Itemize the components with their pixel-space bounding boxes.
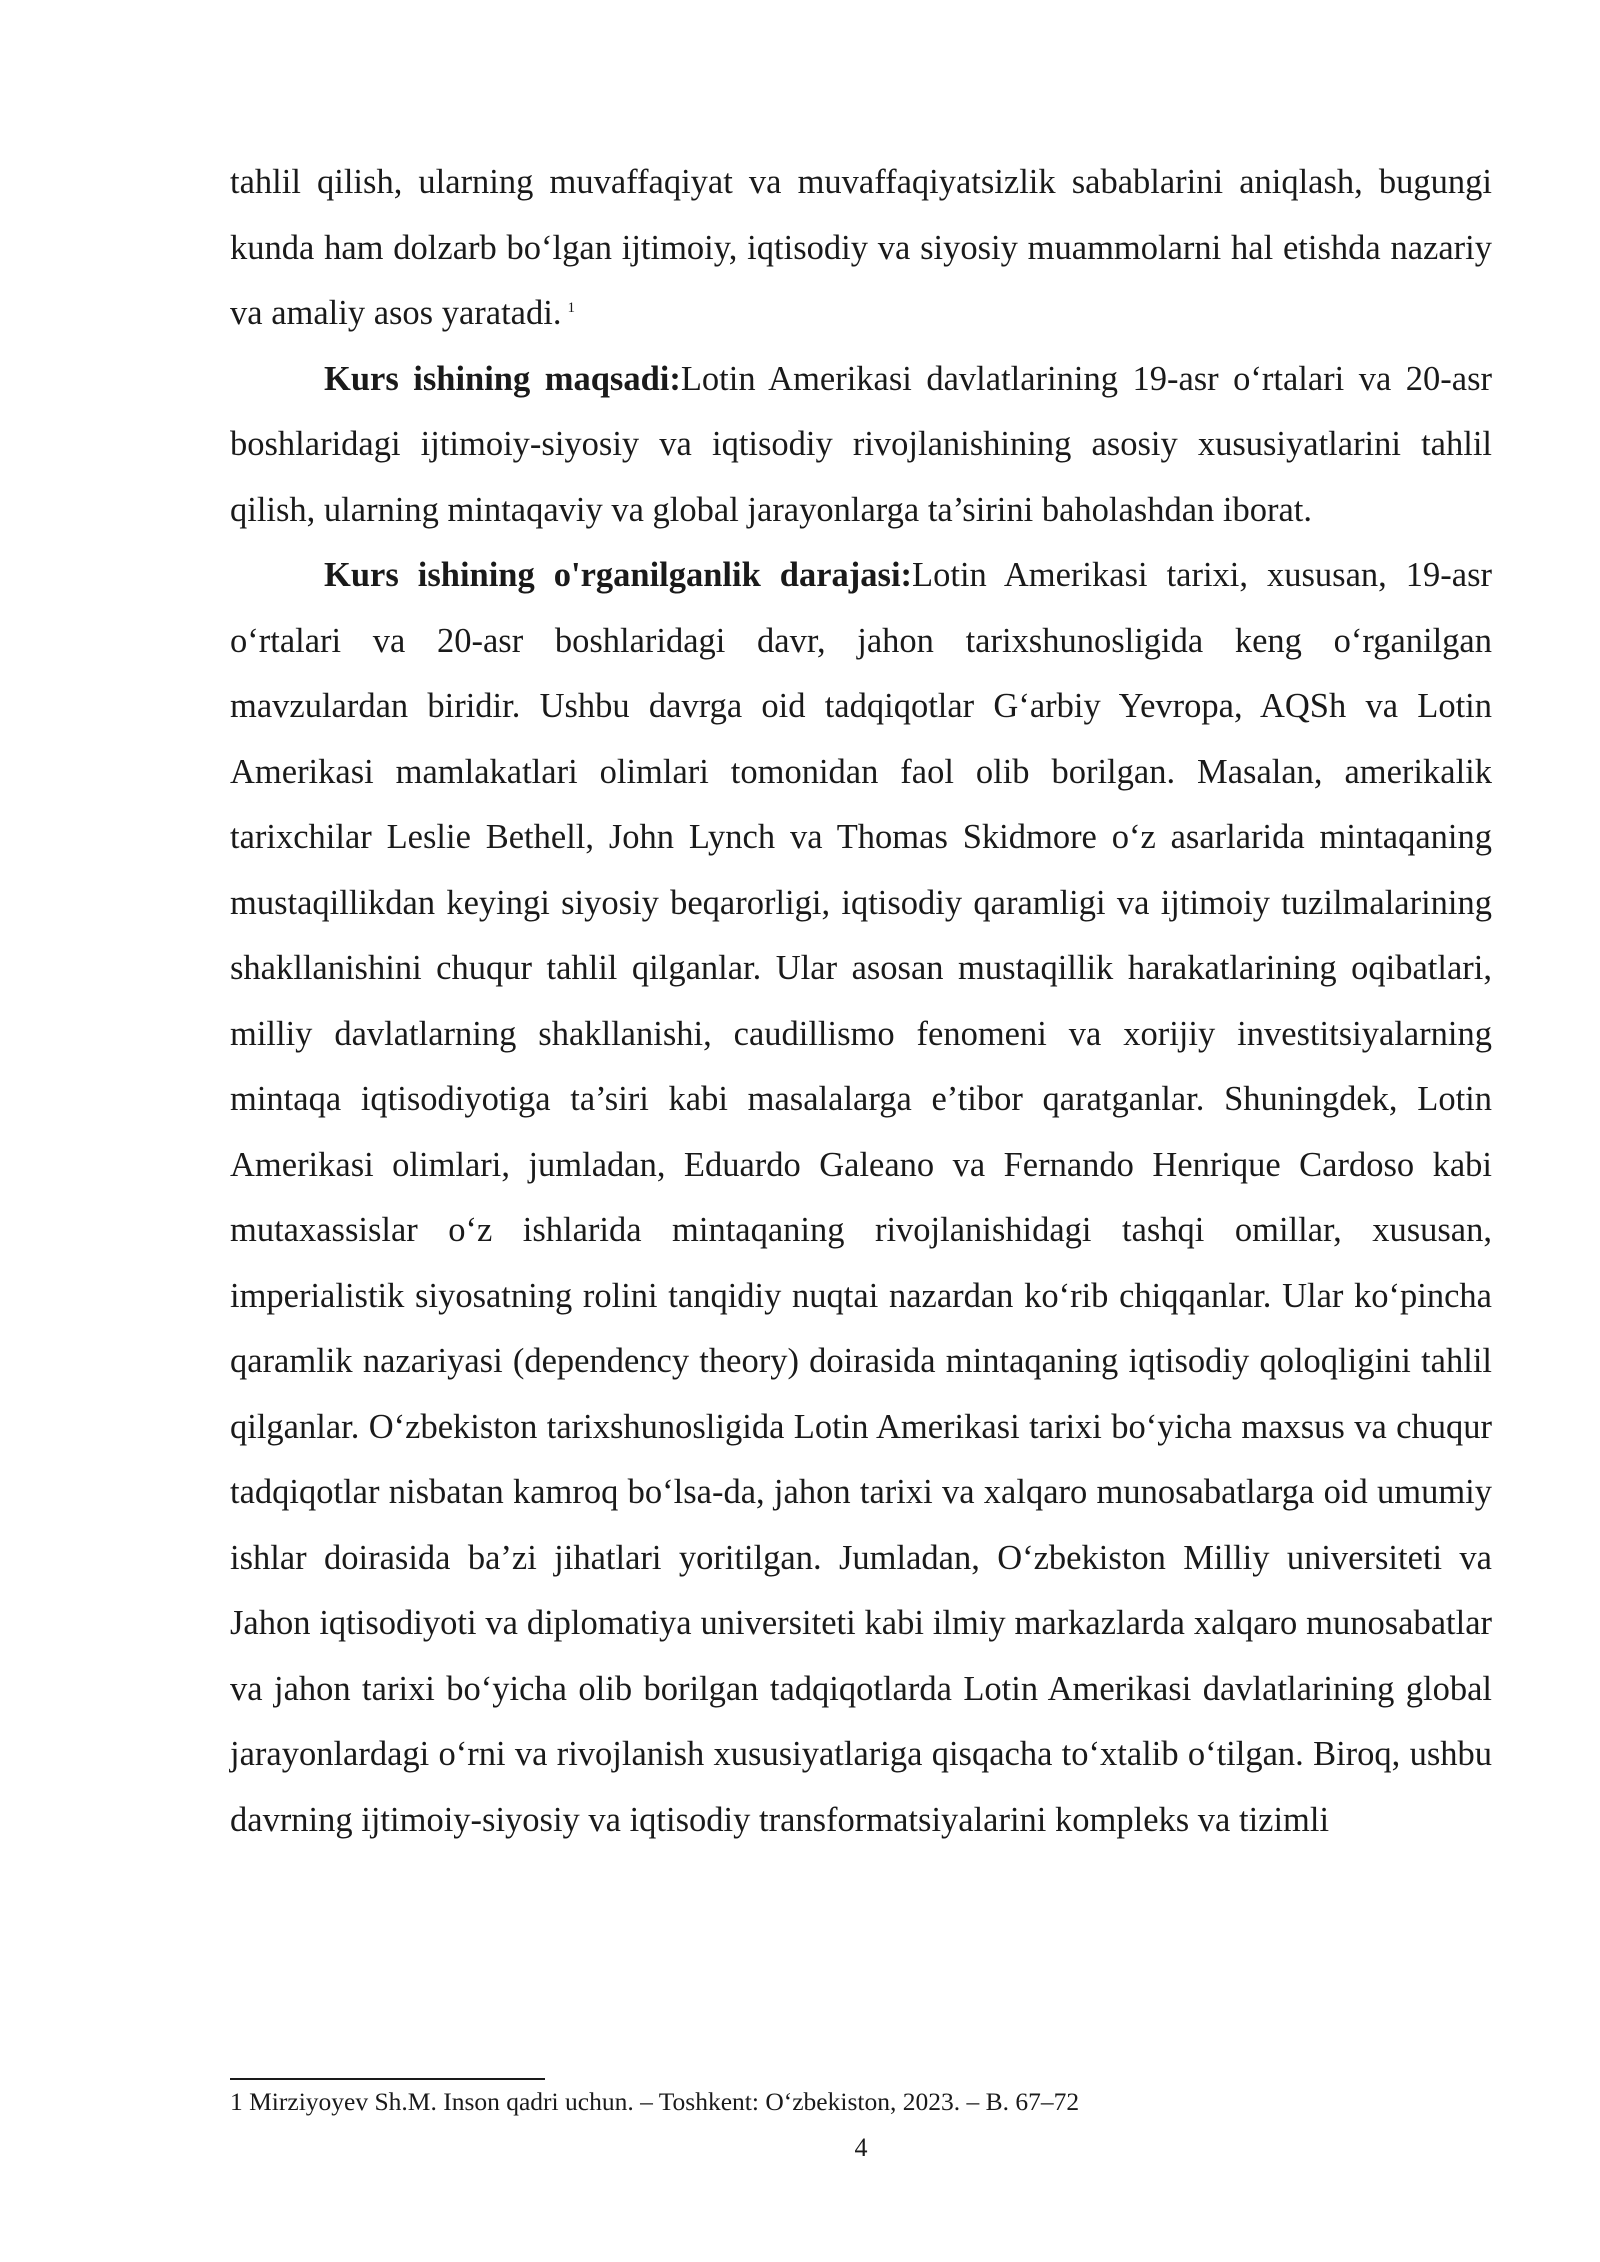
paragraph-intro-continuation	[230, 150, 1492, 347]
paragraph-study-level	[230, 543, 1492, 1853]
paragraph-text: Lotin Amerikasi davlatlarining 19-asr o‘rtalari va 20-asr boshlaridagi ijtimoiy-siyosiy va iqtisodiy rivojlanishining asosiy xususiyatlarini tahlil qilish, ularning mintaqaviy va global jarayonlarga ta’sirini baholashdan iborat.	[230, 359, 1492, 529]
paragraph-text: Lotin Amerikasi tarixi, xususan, 19-asr o‘rtalari va 20-asr boshlaridagi davr, jahon tarixshunosligida keng o‘rganilgan mavzulardan biridir. Ushbu davrga oid tadqiqotlar G‘arbiy Yevropa, AQSh va Lotin Amerikasi mamlakatlari olimlari tomonidan faol olib borilgan. Masalan, amerikalik tarixchilar Leslie Bethell, John Lynch va Thomas Skidmore o‘z asarlarida mintaqaning mustaqillikdan keyingi siyosiy beqarorligi, iqtisodiy qaramligi va ijtimoiy tuzilmalarining shakllanishini chuqur tahlil qilganlar. Ular asosan mustaqillik harakatlarining oqibatlari, milliy davlatlarning shakllanishi, caudillismo fenomeni va xorijiy investitsiyalarning mintaqa iqtisodiyotiga ta’siri kabi masalalarga e’tibor qaratganlar. Shuningdek, Lotin Amerikasi olimlari, jumladan, Eduardo Galeano va Fernando Henrique Cardoso kabi mutaxassislar o‘z ishlarida mintaqaning rivojlanishidagi tashqi omillar, xususan, imperialistik siyosatning rolini tanqidiy nuqtai nazardan ko‘rib chiqqanlar. Ular ko‘pincha qaramlik nazariyasi (dependency theory) doirasida mintaqaning iqtisodiy qoloqligini tahlil qilganlar. O‘zbekiston tarixshunosligida Lotin Amerikasi tarixi bo‘yicha maxsus va chuqur tadqiqotlar nisbatan kamroq bo‘lsa-da, jahon tarixi va xalqaro munosabatlarga oid umumiy ishlar doirasida ba’zi jihatlari yoritilgan. Jumladan, O‘zbekiston Milliy universiteti va Jahon iqtisodiyoti va diplomatiya universiteti kabi ilmiy markazlarda xalqaro munosabatlar va jahon tarixi bo‘yicha olib borilgan tadqiqotlarda Lotin Amerikasi davlatlarining global jarayonlardagi o‘rni va rivojlanish xususiyatlariga qisqacha to‘xtalib o‘tilgan. Biroq, ushbu davrning ijtimoiy-siyosiy va iqtisodiy transformatsiyalarini kompleks va tizimli	[230, 556, 1492, 1839]
footnote-reference[interactable]: 1	[567, 299, 575, 316]
section-heading-study-level: Kurs ishining o'rganilganlik darajasi:	[324, 556, 913, 594]
paragraph-text: tahlil qilish, ularning muvaffaqiyat va muvaffaqiyatsizlik sabablarini aniqlash, bugungi kunda ham dolzarb bo‘lgan ijtimoiy, iqtisodiy va siyosiy muammolarni hal etishda nazariy va amaliy asos yaratadi.	[230, 163, 1492, 332]
footnote: 1 Mirziyoyev Sh.M. Inson qadri uchun. – Toshkent: O‘zbekiston, 2023. – B. 67–72	[230, 2087, 1080, 2116]
page-number: 4	[854, 2133, 868, 2162]
footnote-separator	[230, 2078, 545, 2080]
paragraph-objective	[230, 347, 1492, 544]
document-body	[230, 150, 1492, 1853]
section-heading-objective: Kurs ishining maqsadi:	[324, 359, 681, 398]
